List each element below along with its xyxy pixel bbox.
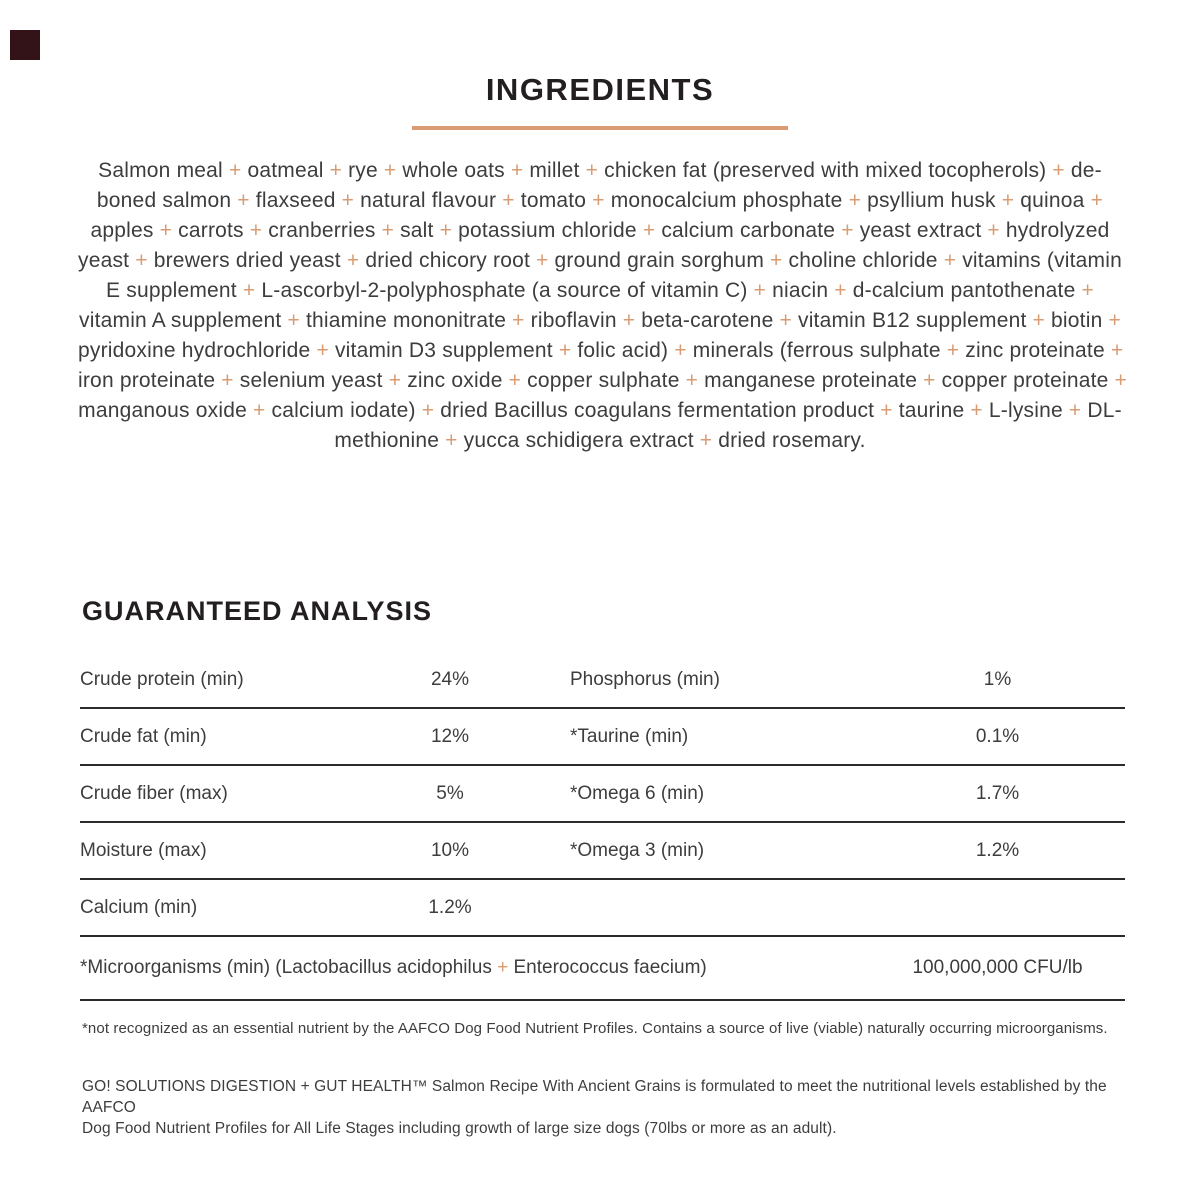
plus-separator: + bbox=[536, 249, 549, 272]
analysis-left-value: 10% bbox=[430, 839, 470, 861]
plus-separator: + bbox=[388, 369, 402, 392]
plus-separator: + bbox=[512, 309, 525, 332]
plus-separator: + bbox=[381, 219, 395, 242]
ingredient-line: iron proteinate + selenium yeast + zinc oxide + copper sulphate + manganese proteinate + copper proteinate + bbox=[78, 369, 1127, 392]
plus-separator: + bbox=[1090, 189, 1104, 212]
ingredient-line: E supplement + L-ascorbyl-2-polyphosphate (a source of vitamin C) + niacin + d-calcium pantothenate + bbox=[106, 279, 1094, 302]
analysis-row bbox=[80, 709, 1125, 766]
ingredients-paragraph bbox=[78, 156, 1127, 456]
plus-separator: + bbox=[316, 339, 329, 362]
analysis-left-value: 1.2% bbox=[428, 896, 472, 918]
aafco-statement-line: GO! SOLUTIONS DIGESTION + GUT HEALTH™ Salmon Recipe With Ancient Grains is formulated to meet the nutritional levels established by the AAFCO bbox=[82, 1078, 1107, 1116]
plus-separator: + bbox=[228, 159, 242, 182]
plus-separator: + bbox=[970, 399, 983, 422]
analysis-rows bbox=[80, 652, 1125, 937]
plus-separator: + bbox=[834, 279, 847, 302]
guaranteed-analysis-table bbox=[80, 652, 1125, 1001]
ingredient-line: vitamin A supplement + thiamine mononitrate + riboflavin + beta-carotene + vitamin B12 supplement + biotin + bbox=[79, 309, 1121, 332]
analysis-row bbox=[80, 880, 1125, 937]
analysis-left-value: 12% bbox=[430, 725, 470, 747]
microorganisms-value: 100,000,000 CFU/lb bbox=[912, 957, 1083, 978]
microorganisms-row bbox=[80, 937, 1125, 1001]
analysis-right-value: 1% bbox=[983, 668, 1012, 690]
microorganisms-label: *Microorganisms (min) (Lactobacillus acidophilus + Enterococcus faecium) bbox=[80, 957, 707, 978]
ingredient-line: pyridoxine hydrochloride + vitamin D3 supplement + folic acid) + minerals (ferrous sulphate + zinc proteinate + bbox=[78, 339, 1124, 362]
plus-separator: + bbox=[237, 189, 250, 212]
plus-separator: + bbox=[848, 189, 862, 212]
analysis-row bbox=[80, 766, 1125, 823]
analysis-right-value: 1.7% bbox=[975, 782, 1020, 804]
plus-separator: + bbox=[923, 369, 936, 392]
plus-separator: + bbox=[1032, 309, 1046, 332]
ingredient-line: manganous oxide + calcium iodate) + dried Bacillus coagulans fermentation product + taurine + L-lysine + DL- bbox=[78, 399, 1122, 422]
plus-separator: + bbox=[1068, 399, 1082, 422]
plus-separator: + bbox=[445, 429, 458, 452]
plus-separator: + bbox=[770, 249, 783, 272]
corner-square bbox=[10, 30, 40, 60]
analysis-row bbox=[80, 652, 1125, 709]
plus-separator: + bbox=[642, 219, 656, 242]
plus-separator: + bbox=[753, 279, 767, 302]
plus-separator: + bbox=[685, 369, 699, 392]
plus-separator: + bbox=[510, 159, 524, 182]
plus-separator: + bbox=[1108, 309, 1121, 332]
ingredient-line: apples + carrots + cranberries + salt + potassium chloride + calcium carbonate + yeast extract + hydrolyzed bbox=[90, 219, 1110, 242]
page-title: INGREDIENTS bbox=[485, 72, 715, 107]
analysis-left-label: Calcium (min) bbox=[80, 896, 198, 918]
plus-separator: + bbox=[341, 189, 355, 212]
plus-separator: + bbox=[1001, 189, 1015, 212]
plus-separator: + bbox=[497, 957, 509, 978]
analysis-left-label: Crude protein (min) bbox=[80, 668, 244, 690]
plus-separator: + bbox=[1081, 279, 1094, 302]
analysis-left-label: Crude fat (min) bbox=[80, 725, 207, 747]
plus-separator: + bbox=[987, 219, 1000, 242]
plus-separator: + bbox=[1052, 159, 1065, 182]
aafco-statement-line: Dog Food Nutrient Profiles for All Life Stages including growth of large size dogs (70lbs or more as an adult). bbox=[82, 1120, 837, 1137]
ingredient-line: yeast + brewers dried yeast + dried chicory root + ground grain sorghum + choline chloride + vitamins (vitamin bbox=[78, 249, 1122, 272]
plus-separator: + bbox=[439, 219, 453, 242]
plus-separator: + bbox=[159, 219, 173, 242]
analysis-left-label: Crude fiber (max) bbox=[80, 782, 228, 804]
analysis-left-value: 5% bbox=[436, 782, 464, 804]
plus-separator: + bbox=[502, 189, 515, 212]
plus-separator: + bbox=[346, 249, 360, 272]
plus-separator: + bbox=[946, 339, 960, 362]
analysis-right-value: 1.2% bbox=[975, 839, 1020, 861]
plus-separator: + bbox=[508, 369, 522, 392]
plus-separator: + bbox=[558, 339, 572, 362]
plus-separator: + bbox=[287, 309, 300, 332]
plus-separator: + bbox=[249, 219, 263, 242]
analysis-right-value: 0.1% bbox=[975, 725, 1020, 747]
plus-separator: + bbox=[592, 189, 605, 212]
ingredient-line: methionine + yucca schidigera extract + dried rosemary. bbox=[334, 429, 866, 452]
plus-separator: + bbox=[585, 159, 599, 182]
plus-separator: + bbox=[329, 159, 343, 182]
analysis-right-label: *Taurine (min) bbox=[570, 725, 689, 747]
aafco-statement bbox=[82, 1076, 1144, 1139]
analysis-left-value: 24% bbox=[430, 668, 470, 690]
plus-separator: + bbox=[421, 399, 435, 422]
plus-separator: + bbox=[253, 399, 266, 422]
analysis-right-label: *Omega 3 (min) bbox=[570, 839, 705, 861]
ingredient-line: Salmon meal + oatmeal + rye + whole oats + millet + chicken fat (preserved with mixed tocopherols) + de- bbox=[98, 159, 1102, 182]
plus-separator: + bbox=[1114, 369, 1127, 392]
plus-separator: + bbox=[242, 279, 256, 302]
analysis-right-label: Phosphorus (min) bbox=[570, 668, 720, 690]
plus-separator: + bbox=[622, 309, 636, 332]
title-underline bbox=[412, 126, 788, 130]
plus-separator: + bbox=[943, 249, 957, 272]
plus-separator: + bbox=[1110, 339, 1124, 362]
footnote: *not recognized as an essential nutrient by the AAFCO Dog Food Nutrient Profiles. Contains a source of live (viable) naturally occurring microorganisms. bbox=[82, 1020, 1108, 1037]
plus-separator: + bbox=[135, 249, 148, 272]
section-title-guaranteed-analysis: GUARANTEED ANALYSIS bbox=[82, 596, 433, 626]
plus-separator: + bbox=[880, 399, 893, 422]
plus-separator: + bbox=[699, 429, 713, 452]
plus-separator: + bbox=[383, 159, 397, 182]
plus-separator: + bbox=[841, 219, 854, 242]
analysis-row bbox=[80, 823, 1125, 880]
plus-separator: + bbox=[674, 339, 687, 362]
analysis-left-label: Moisture (max) bbox=[80, 839, 207, 861]
plus-separator: + bbox=[221, 369, 234, 392]
plus-separator: + bbox=[779, 309, 792, 332]
analysis-right-label: *Omega 6 (min) bbox=[570, 782, 705, 804]
ingredient-line: boned salmon + flaxseed + natural flavour + tomato + monocalcium phosphate + psyllium husk + quinoa + bbox=[96, 189, 1104, 212]
